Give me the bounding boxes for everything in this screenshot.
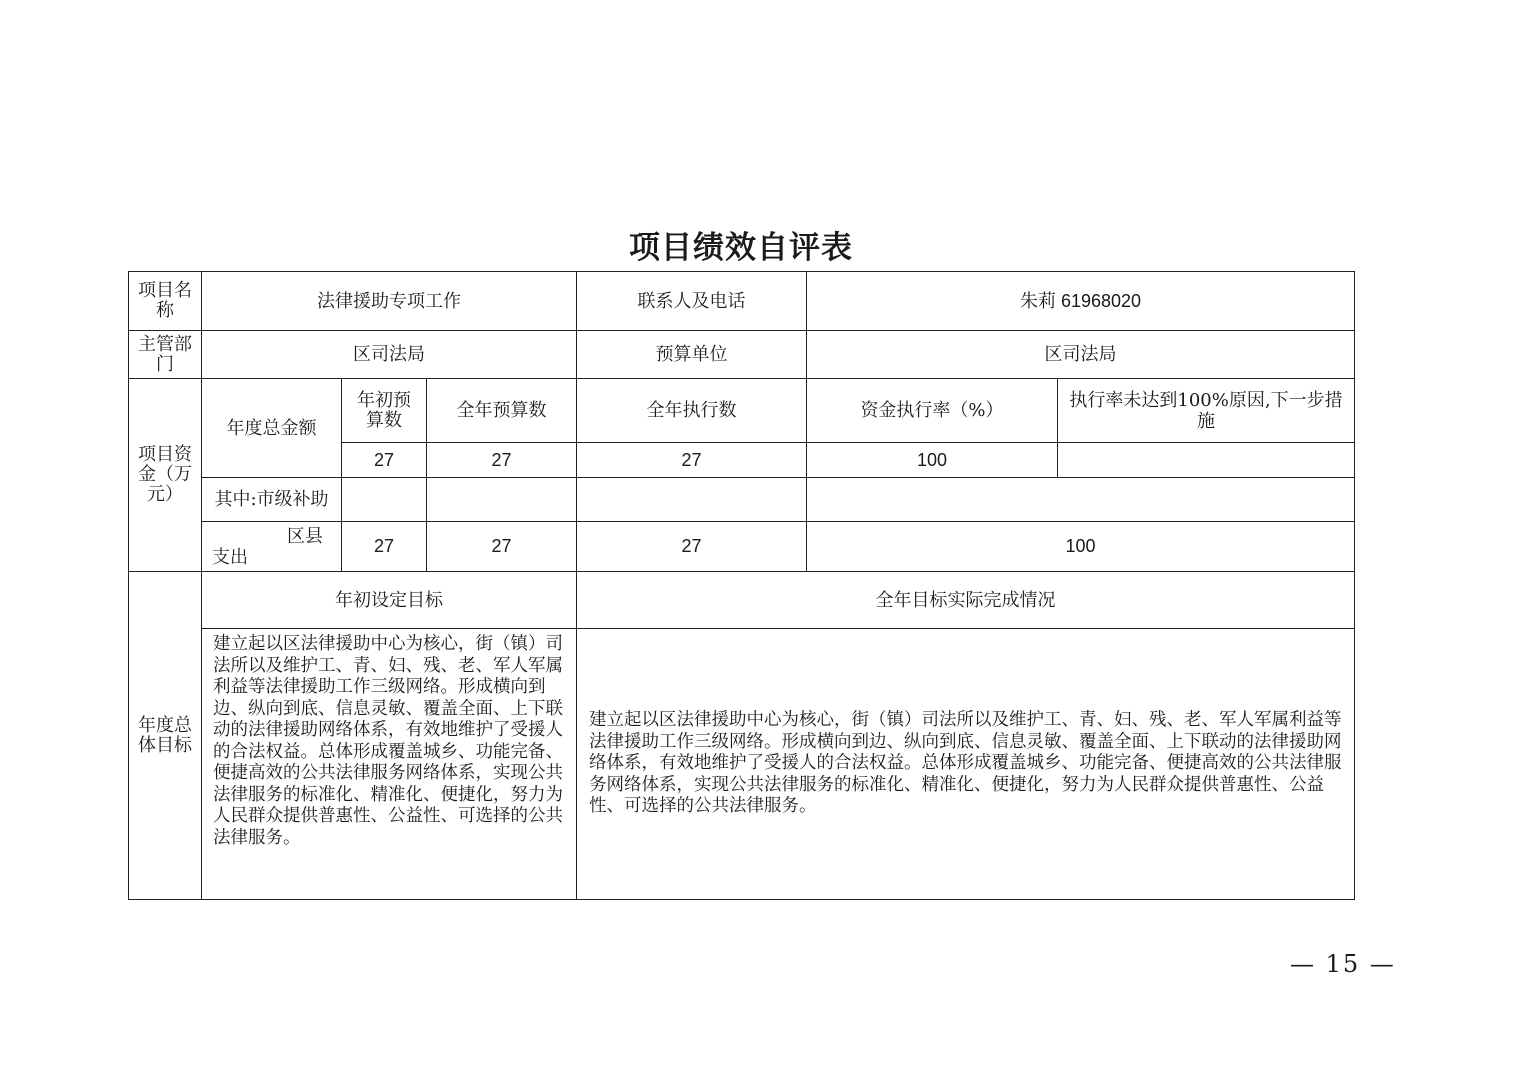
project-name-label: 项目名称 [129,272,202,331]
district-execution-rate: 100 [807,522,1355,572]
row-department [129,331,1355,379]
performance-table [128,271,1355,900]
district-full-year-budget: 27 [427,522,577,572]
total-initial-budget: 27 [342,443,427,478]
budget-unit-value: 区司法局 [807,331,1355,379]
project-name-value: 法律援助专项工作 [202,272,577,331]
full-year-budget-header: 全年预算数 [427,379,577,443]
initial-budget-header: 年初预算数 [342,379,427,443]
row-goals-headers [129,572,1355,629]
page-number: — 15 — [1290,950,1396,978]
district-label [202,522,342,572]
city-full-year-budget [427,478,577,522]
row-project-name [129,272,1355,331]
annual-total-header: 年度总金额 [202,379,342,478]
total-execution-rate: 100 [807,443,1058,478]
department-value: 区司法局 [202,331,577,379]
execution-rate-header: 资金执行率（%） [807,379,1058,443]
row-funds-headers [129,379,1355,443]
district-executed: 27 [577,522,807,572]
city-executed [577,478,807,522]
executed-header: 全年执行数 [577,379,807,443]
funds-label: 项目资金（万元） [129,379,202,572]
actual-goal-header: 全年目标实际完成情况 [577,572,1355,629]
row-goals-text [129,629,1355,900]
page-title: 项目绩效自评表 [629,230,853,266]
city-execution-rate [807,478,1355,522]
city-subsidy-label: 其中:市级补助 [202,478,342,522]
total-reason [1058,443,1355,478]
row-district [129,522,1355,572]
row-city-subsidy [129,478,1355,522]
city-initial-budget [342,478,427,522]
district-label-top: 区县 [287,525,323,547]
set-goal-header: 年初设定目标 [202,572,577,629]
district-label-bottom: 支出 [212,546,248,568]
district-initial-budget: 27 [342,522,427,572]
contact-label: 联系人及电话 [577,272,807,331]
budget-unit-label: 预算单位 [577,331,807,379]
set-goal-text: 建立起以区法律援助中心为核心，街（镇）司法所以及维护工、青、妇、残、老、军人军属利益等法律援助工作三级网络。形成横向到边、纵向到底、信息灵敏、覆盖全面、上下联动的法律援助网络体系，有效地维护了受援人的合法权益。总体形成覆盖城乡、功能完备、便捷高效的公共法律服务网络体系，实现公共法律服务的标准化、精准化、便捷化，努力为人民群众提供普惠性、公益性、可选择的公共法律服务。 [202,629,577,900]
goals-label: 年度总体目标 [129,572,202,900]
total-full-year-budget: 27 [427,443,577,478]
contact-value: 朱莉 61968020 [807,272,1355,331]
department-label: 主管部门 [129,331,202,379]
reason-header: 执行率未达到100%原因,下一步措施 [1058,379,1355,443]
actual-goal-text: 建立起以区法律援助中心为核心，街（镇）司法所以及维护工、青、妇、残、老、军人军属利益等法律援助工作三级网络。形成横向到边、纵向到底、信息灵敏、覆盖全面、上下联动的法律援助网络体系，有效地维护了受援人的合法权益。总体形成覆盖城乡、功能完备、便捷高效的公共法律服务网络体系，实现公共法律服务的标准化、精准化、便捷化，努力为人民群众提供普惠性、公益性、可选择的公共法律服务。 [577,629,1355,900]
total-executed: 27 [577,443,807,478]
